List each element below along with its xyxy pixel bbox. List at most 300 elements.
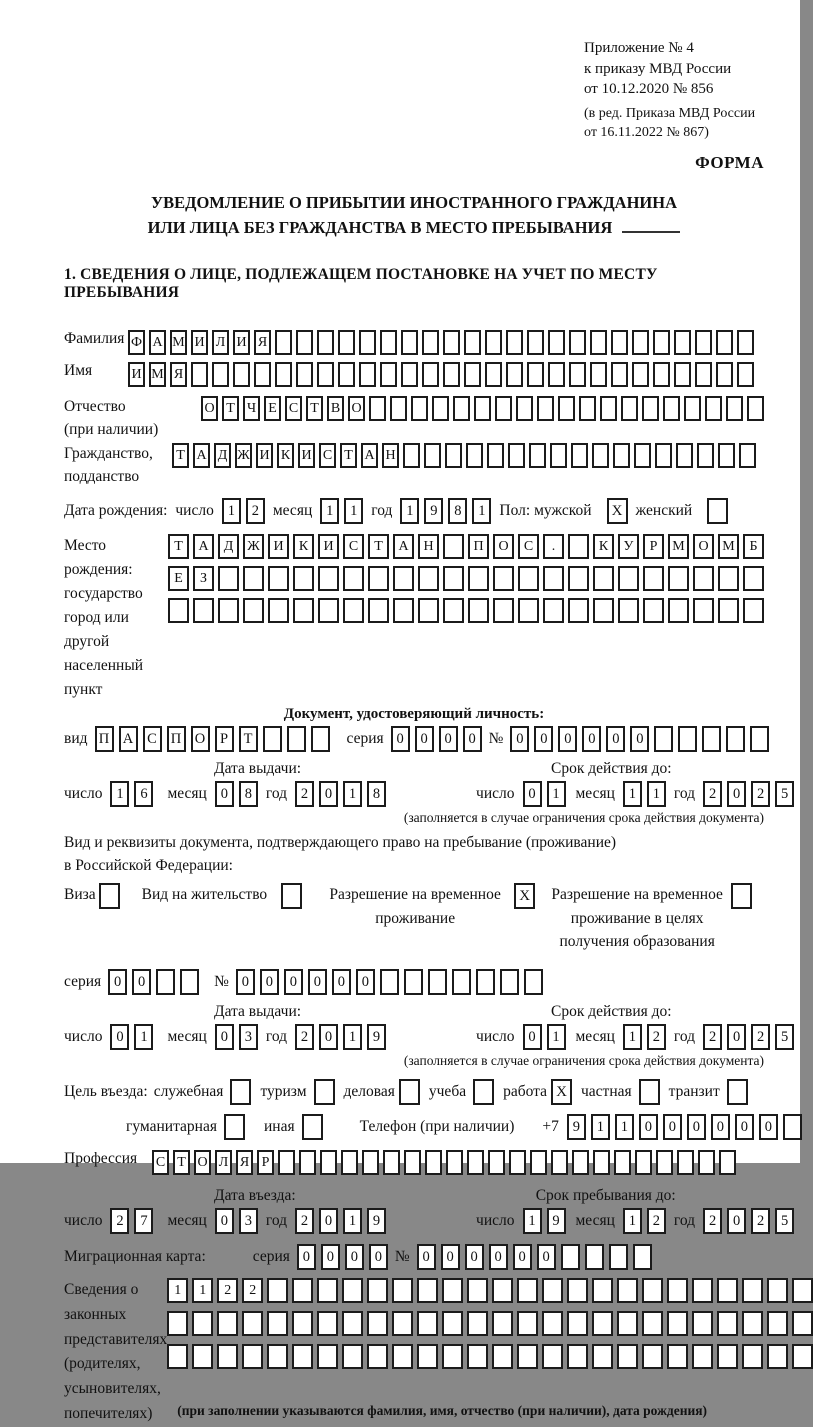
char-box[interactable] xyxy=(392,1311,413,1336)
char-box[interactable]: 0 xyxy=(639,1114,658,1140)
char-box[interactable] xyxy=(367,1344,388,1369)
char-box[interactable] xyxy=(705,396,722,421)
char-box[interactable] xyxy=(446,1150,463,1175)
char-box[interactable]: Д xyxy=(218,534,239,559)
char-box[interactable]: Т xyxy=(306,396,323,421)
char-box[interactable] xyxy=(442,1278,463,1303)
char-box[interactable] xyxy=(296,362,313,387)
char-box[interactable]: С xyxy=(143,726,162,752)
char-box[interactable]: 5 xyxy=(775,781,794,807)
char-box[interactable] xyxy=(611,362,628,387)
char-box[interactable] xyxy=(278,1150,295,1175)
char-box[interactable] xyxy=(263,726,282,752)
char-box[interactable] xyxy=(292,1278,313,1303)
char-box[interactable]: Я xyxy=(254,330,271,355)
char-box[interactable] xyxy=(383,1150,400,1175)
char-box[interactable] xyxy=(464,330,481,355)
char-box[interactable] xyxy=(548,330,565,355)
char-box[interactable] xyxy=(653,330,670,355)
char-box[interactable]: 0 xyxy=(391,726,410,752)
char-box[interactable]: Р xyxy=(257,1150,274,1175)
char-box[interactable] xyxy=(467,1150,484,1175)
char-box[interactable]: 0 xyxy=(321,1244,340,1270)
char-box[interactable] xyxy=(404,1150,421,1175)
char-box[interactable] xyxy=(517,1344,538,1369)
char-box[interactable] xyxy=(367,1278,388,1303)
char-box[interactable] xyxy=(411,396,428,421)
char-box[interactable] xyxy=(192,1311,213,1336)
char-box[interactable] xyxy=(618,566,639,591)
char-box[interactable] xyxy=(180,969,199,995)
char-box[interactable]: 0 xyxy=(356,969,375,995)
char-box[interactable] xyxy=(492,1311,513,1336)
char-box[interactable] xyxy=(443,598,464,623)
char-box[interactable] xyxy=(767,1278,788,1303)
char-box[interactable]: С xyxy=(152,1150,169,1175)
char-box[interactable]: 0 xyxy=(510,726,529,752)
char-box[interactable] xyxy=(417,1311,438,1336)
char-box[interactable]: 0 xyxy=(727,1208,746,1234)
char-box[interactable] xyxy=(593,566,614,591)
char-box[interactable]: 0 xyxy=(687,1114,706,1140)
char-box[interactable] xyxy=(343,566,364,591)
char-box[interactable] xyxy=(750,726,769,752)
char-box[interactable]: 8 xyxy=(367,781,386,807)
char-box[interactable]: 1 xyxy=(134,1024,153,1050)
char-box[interactable]: 2 xyxy=(703,781,722,807)
char-box[interactable] xyxy=(422,362,439,387)
char-box[interactable] xyxy=(792,1278,813,1303)
char-box[interactable]: 6 xyxy=(134,781,153,807)
char-box[interactable]: С xyxy=(518,534,539,559)
char-box[interactable] xyxy=(424,443,441,468)
char-box[interactable] xyxy=(212,362,229,387)
char-box[interactable] xyxy=(674,362,691,387)
char-box[interactable]: 2 xyxy=(295,781,314,807)
char-box[interactable] xyxy=(529,443,546,468)
char-box[interactable] xyxy=(634,443,651,468)
char-box[interactable]: 1 xyxy=(647,781,666,807)
char-box[interactable] xyxy=(668,598,689,623)
char-box[interactable] xyxy=(655,443,672,468)
char-box[interactable] xyxy=(518,566,539,591)
char-box[interactable] xyxy=(663,396,680,421)
purpose-humanitarian-checkbox[interactable] xyxy=(224,1114,245,1140)
char-box[interactable] xyxy=(508,443,525,468)
char-box[interactable] xyxy=(518,598,539,623)
char-box[interactable] xyxy=(362,1150,379,1175)
char-box[interactable] xyxy=(317,1278,338,1303)
char-box[interactable] xyxy=(299,1150,316,1175)
char-box[interactable]: 3 xyxy=(239,1208,258,1234)
char-box[interactable]: 1 xyxy=(110,781,129,807)
char-box[interactable] xyxy=(453,396,470,421)
char-box[interactable] xyxy=(677,1150,694,1175)
char-box[interactable] xyxy=(568,598,589,623)
char-box[interactable]: 0 xyxy=(319,781,338,807)
char-box[interactable]: 3 xyxy=(239,1024,258,1050)
char-box[interactable] xyxy=(193,598,214,623)
char-box[interactable] xyxy=(393,598,414,623)
char-box[interactable] xyxy=(524,969,543,995)
char-box[interactable] xyxy=(767,1344,788,1369)
char-box[interactable]: Я xyxy=(170,362,187,387)
char-box[interactable]: Ч xyxy=(243,396,260,421)
char-box[interactable] xyxy=(338,362,355,387)
char-box[interactable]: О xyxy=(493,534,514,559)
char-box[interactable]: Т xyxy=(368,534,389,559)
char-box[interactable] xyxy=(516,396,533,421)
char-box[interactable]: П xyxy=(468,534,489,559)
char-box[interactable] xyxy=(590,362,607,387)
char-box[interactable] xyxy=(567,1344,588,1369)
char-box[interactable] xyxy=(585,1244,604,1270)
char-box[interactable] xyxy=(404,969,423,995)
char-box[interactable] xyxy=(442,1311,463,1336)
char-box[interactable] xyxy=(493,598,514,623)
char-box[interactable]: 1 xyxy=(523,1208,542,1234)
female-checkbox[interactable] xyxy=(707,498,728,524)
char-box[interactable] xyxy=(292,1311,313,1336)
char-box[interactable] xyxy=(293,566,314,591)
char-box[interactable]: Т xyxy=(239,726,258,752)
char-box[interactable]: 0 xyxy=(759,1114,778,1140)
char-box[interactable]: 9 xyxy=(424,498,443,524)
char-box[interactable] xyxy=(572,1150,589,1175)
char-box[interactable] xyxy=(642,1311,663,1336)
char-box[interactable] xyxy=(742,1344,763,1369)
char-box[interactable] xyxy=(320,1150,337,1175)
char-box[interactable]: И xyxy=(268,534,289,559)
char-box[interactable]: М xyxy=(718,534,739,559)
char-box[interactable]: 8 xyxy=(239,781,258,807)
char-box[interactable] xyxy=(296,330,313,355)
char-box[interactable] xyxy=(342,1278,363,1303)
char-box[interactable] xyxy=(317,330,334,355)
char-box[interactable] xyxy=(668,566,689,591)
char-box[interactable]: М xyxy=(170,330,187,355)
char-box[interactable]: 0 xyxy=(465,1244,484,1270)
char-box[interactable] xyxy=(527,362,544,387)
char-box[interactable] xyxy=(468,566,489,591)
char-box[interactable]: 0 xyxy=(523,781,542,807)
char-box[interactable] xyxy=(467,1344,488,1369)
char-box[interactable] xyxy=(593,1150,610,1175)
char-box[interactable] xyxy=(717,1344,738,1369)
char-box[interactable] xyxy=(517,1278,538,1303)
char-box[interactable] xyxy=(403,443,420,468)
char-box[interactable] xyxy=(488,1150,505,1175)
char-box[interactable]: 9 xyxy=(367,1024,386,1050)
char-box[interactable] xyxy=(693,566,714,591)
char-box[interactable] xyxy=(359,330,376,355)
char-box[interactable] xyxy=(667,1311,688,1336)
char-box[interactable]: 9 xyxy=(367,1208,386,1234)
char-box[interactable] xyxy=(342,1344,363,1369)
char-box[interactable] xyxy=(418,598,439,623)
char-box[interactable] xyxy=(656,1150,673,1175)
char-box[interactable] xyxy=(167,1311,188,1336)
char-box[interactable] xyxy=(509,1150,526,1175)
char-box[interactable] xyxy=(268,566,289,591)
char-box[interactable] xyxy=(267,1278,288,1303)
char-box[interactable] xyxy=(318,598,339,623)
char-box[interactable] xyxy=(217,1344,238,1369)
char-box[interactable] xyxy=(242,1311,263,1336)
char-box[interactable] xyxy=(719,1150,736,1175)
male-checkbox[interactable]: X xyxy=(607,498,628,524)
char-box[interactable] xyxy=(569,330,586,355)
char-box[interactable] xyxy=(443,534,464,559)
char-box[interactable] xyxy=(368,566,389,591)
char-box[interactable] xyxy=(530,1150,547,1175)
char-box[interactable] xyxy=(551,1150,568,1175)
char-box[interactable] xyxy=(742,1278,763,1303)
char-box[interactable]: К xyxy=(293,534,314,559)
char-box[interactable]: 9 xyxy=(547,1208,566,1234)
char-box[interactable]: 2 xyxy=(647,1208,666,1234)
char-box[interactable]: 1 xyxy=(167,1278,188,1303)
char-box[interactable]: 0 xyxy=(319,1024,338,1050)
char-box[interactable] xyxy=(443,566,464,591)
char-box[interactable]: 5 xyxy=(775,1208,794,1234)
char-box[interactable] xyxy=(464,362,481,387)
char-box[interactable]: Л xyxy=(212,330,229,355)
char-box[interactable] xyxy=(617,1311,638,1336)
char-box[interactable]: Б xyxy=(743,534,764,559)
char-box[interactable] xyxy=(561,1244,580,1270)
char-box[interactable]: 1 xyxy=(192,1278,213,1303)
char-box[interactable] xyxy=(550,443,567,468)
char-box[interactable]: 0 xyxy=(735,1114,754,1140)
char-box[interactable]: Ф xyxy=(128,330,145,355)
char-box[interactable] xyxy=(726,396,743,421)
char-box[interactable] xyxy=(767,1311,788,1336)
char-box[interactable] xyxy=(191,362,208,387)
char-box[interactable]: 0 xyxy=(711,1114,730,1140)
char-box[interactable]: Т xyxy=(222,396,239,421)
char-box[interactable]: 1 xyxy=(343,781,362,807)
char-box[interactable]: С xyxy=(319,443,336,468)
purpose-work-checkbox[interactable]: X xyxy=(551,1079,572,1105)
char-box[interactable] xyxy=(233,362,250,387)
char-box[interactable] xyxy=(268,598,289,623)
char-box[interactable]: 7 xyxy=(134,1208,153,1234)
char-box[interactable]: 0 xyxy=(558,726,577,752)
char-box[interactable] xyxy=(716,362,733,387)
char-box[interactable] xyxy=(542,1311,563,1336)
char-box[interactable]: С xyxy=(343,534,364,559)
char-box[interactable] xyxy=(593,598,614,623)
char-box[interactable]: 0 xyxy=(108,969,127,995)
char-box[interactable] xyxy=(698,1150,715,1175)
char-box[interactable] xyxy=(192,1344,213,1369)
char-box[interactable] xyxy=(318,566,339,591)
char-box[interactable]: А xyxy=(393,534,414,559)
char-box[interactable] xyxy=(442,1344,463,1369)
char-box[interactable]: К xyxy=(277,443,294,468)
char-box[interactable]: 0 xyxy=(308,969,327,995)
char-box[interactable] xyxy=(443,330,460,355)
purpose-private-checkbox[interactable] xyxy=(639,1079,660,1105)
char-box[interactable]: Е xyxy=(264,396,281,421)
char-box[interactable] xyxy=(618,598,639,623)
char-box[interactable] xyxy=(600,396,617,421)
char-box[interactable]: Т xyxy=(172,443,189,468)
char-box[interactable] xyxy=(418,566,439,591)
char-box[interactable] xyxy=(548,362,565,387)
char-box[interactable]: 2 xyxy=(751,1024,770,1050)
char-box[interactable]: Н xyxy=(382,443,399,468)
char-box[interactable] xyxy=(643,598,664,623)
char-box[interactable] xyxy=(592,1344,613,1369)
char-box[interactable]: Т xyxy=(173,1150,190,1175)
char-box[interactable]: А xyxy=(361,443,378,468)
char-box[interactable]: Ж xyxy=(235,443,252,468)
char-box[interactable]: 1 xyxy=(343,1024,362,1050)
char-box[interactable] xyxy=(342,1311,363,1336)
char-box[interactable]: Т xyxy=(340,443,357,468)
char-box[interactable]: 0 xyxy=(415,726,434,752)
char-box[interactable] xyxy=(338,330,355,355)
char-box[interactable] xyxy=(743,598,764,623)
char-box[interactable]: О xyxy=(693,534,714,559)
char-box[interactable] xyxy=(506,330,523,355)
char-box[interactable]: О xyxy=(348,396,365,421)
char-box[interactable] xyxy=(495,396,512,421)
char-box[interactable]: 2 xyxy=(751,1208,770,1234)
char-box[interactable] xyxy=(417,1344,438,1369)
char-box[interactable]: 0 xyxy=(110,1024,129,1050)
option-temp-residence-education-checkbox[interactable] xyxy=(731,883,752,909)
char-box[interactable]: 2 xyxy=(246,498,265,524)
char-box[interactable] xyxy=(485,362,502,387)
char-box[interactable] xyxy=(792,1311,813,1336)
char-box[interactable]: 0 xyxy=(606,726,625,752)
purpose-tourism-checkbox[interactable] xyxy=(314,1079,335,1105)
char-box[interactable] xyxy=(543,598,564,623)
char-box[interactable] xyxy=(747,396,764,421)
char-box[interactable] xyxy=(633,1244,652,1270)
char-box[interactable] xyxy=(432,396,449,421)
char-box[interactable]: 0 xyxy=(284,969,303,995)
char-box[interactable]: 1 xyxy=(591,1114,610,1140)
char-box[interactable] xyxy=(500,969,519,995)
purpose-business-checkbox[interactable] xyxy=(399,1079,420,1105)
char-box[interactable] xyxy=(380,362,397,387)
char-box[interactable]: 0 xyxy=(463,726,482,752)
char-box[interactable]: . xyxy=(543,534,564,559)
option-residence-permit-checkbox[interactable] xyxy=(281,883,302,909)
char-box[interactable]: Т xyxy=(168,534,189,559)
char-box[interactable]: 2 xyxy=(647,1024,666,1050)
char-box[interactable]: М xyxy=(149,362,166,387)
char-box[interactable] xyxy=(401,330,418,355)
char-box[interactable]: 0 xyxy=(727,781,746,807)
char-box[interactable] xyxy=(506,362,523,387)
char-box[interactable]: 0 xyxy=(537,1244,556,1270)
char-box[interactable]: 2 xyxy=(242,1278,263,1303)
char-box[interactable]: 0 xyxy=(215,1024,234,1050)
char-box[interactable] xyxy=(567,1278,588,1303)
char-box[interactable]: 2 xyxy=(703,1208,722,1234)
char-box[interactable] xyxy=(718,566,739,591)
char-box[interactable] xyxy=(642,396,659,421)
char-box[interactable]: 0 xyxy=(523,1024,542,1050)
char-box[interactable] xyxy=(275,330,292,355)
char-box[interactable] xyxy=(393,566,414,591)
char-box[interactable] xyxy=(642,1278,663,1303)
char-box[interactable] xyxy=(422,330,439,355)
char-box[interactable] xyxy=(592,1278,613,1303)
char-box[interactable] xyxy=(476,969,495,995)
char-box[interactable] xyxy=(674,330,691,355)
char-box[interactable] xyxy=(367,1311,388,1336)
char-box[interactable]: 1 xyxy=(344,498,363,524)
char-box[interactable]: 0 xyxy=(132,969,151,995)
char-box[interactable] xyxy=(693,598,714,623)
char-box[interactable] xyxy=(243,598,264,623)
char-box[interactable]: А xyxy=(193,534,214,559)
char-box[interactable] xyxy=(695,362,712,387)
char-box[interactable] xyxy=(243,566,264,591)
char-box[interactable]: И xyxy=(318,534,339,559)
char-box[interactable] xyxy=(267,1344,288,1369)
char-box[interactable] xyxy=(792,1344,813,1369)
char-box[interactable]: 0 xyxy=(319,1208,338,1234)
char-box[interactable]: 0 xyxy=(630,726,649,752)
purpose-official-checkbox[interactable] xyxy=(230,1079,251,1105)
char-box[interactable] xyxy=(443,362,460,387)
char-box[interactable]: 1 xyxy=(343,1208,362,1234)
char-box[interactable] xyxy=(579,396,596,421)
char-box[interactable] xyxy=(702,726,721,752)
char-box[interactable]: Ж xyxy=(243,534,264,559)
char-box[interactable] xyxy=(678,726,697,752)
char-box[interactable]: 1 xyxy=(623,1208,642,1234)
char-box[interactable] xyxy=(642,1344,663,1369)
char-box[interactable]: 0 xyxy=(441,1244,460,1270)
char-box[interactable] xyxy=(217,1311,238,1336)
char-box[interactable] xyxy=(492,1278,513,1303)
char-box[interactable]: 0 xyxy=(369,1244,388,1270)
char-box[interactable] xyxy=(653,362,670,387)
char-box[interactable]: 2 xyxy=(110,1208,129,1234)
char-box[interactable] xyxy=(517,1311,538,1336)
char-box[interactable]: 2 xyxy=(703,1024,722,1050)
char-box[interactable] xyxy=(614,1150,631,1175)
char-box[interactable]: П xyxy=(95,726,114,752)
char-box[interactable] xyxy=(369,396,386,421)
char-box[interactable]: 8 xyxy=(448,498,467,524)
char-box[interactable] xyxy=(558,396,575,421)
char-box[interactable] xyxy=(726,726,745,752)
char-box[interactable]: 2 xyxy=(295,1208,314,1234)
char-box[interactable]: 9 xyxy=(567,1114,586,1140)
char-box[interactable] xyxy=(592,443,609,468)
char-box[interactable]: Р xyxy=(215,726,234,752)
char-box[interactable]: 1 xyxy=(320,498,339,524)
char-box[interactable]: 1 xyxy=(623,1024,642,1050)
char-box[interactable] xyxy=(401,362,418,387)
char-box[interactable]: 1 xyxy=(547,1024,566,1050)
char-box[interactable] xyxy=(445,443,462,468)
purpose-other-checkbox[interactable] xyxy=(302,1114,323,1140)
char-box[interactable] xyxy=(568,534,589,559)
char-box[interactable] xyxy=(621,396,638,421)
char-box[interactable] xyxy=(428,969,447,995)
char-box[interactable] xyxy=(392,1278,413,1303)
